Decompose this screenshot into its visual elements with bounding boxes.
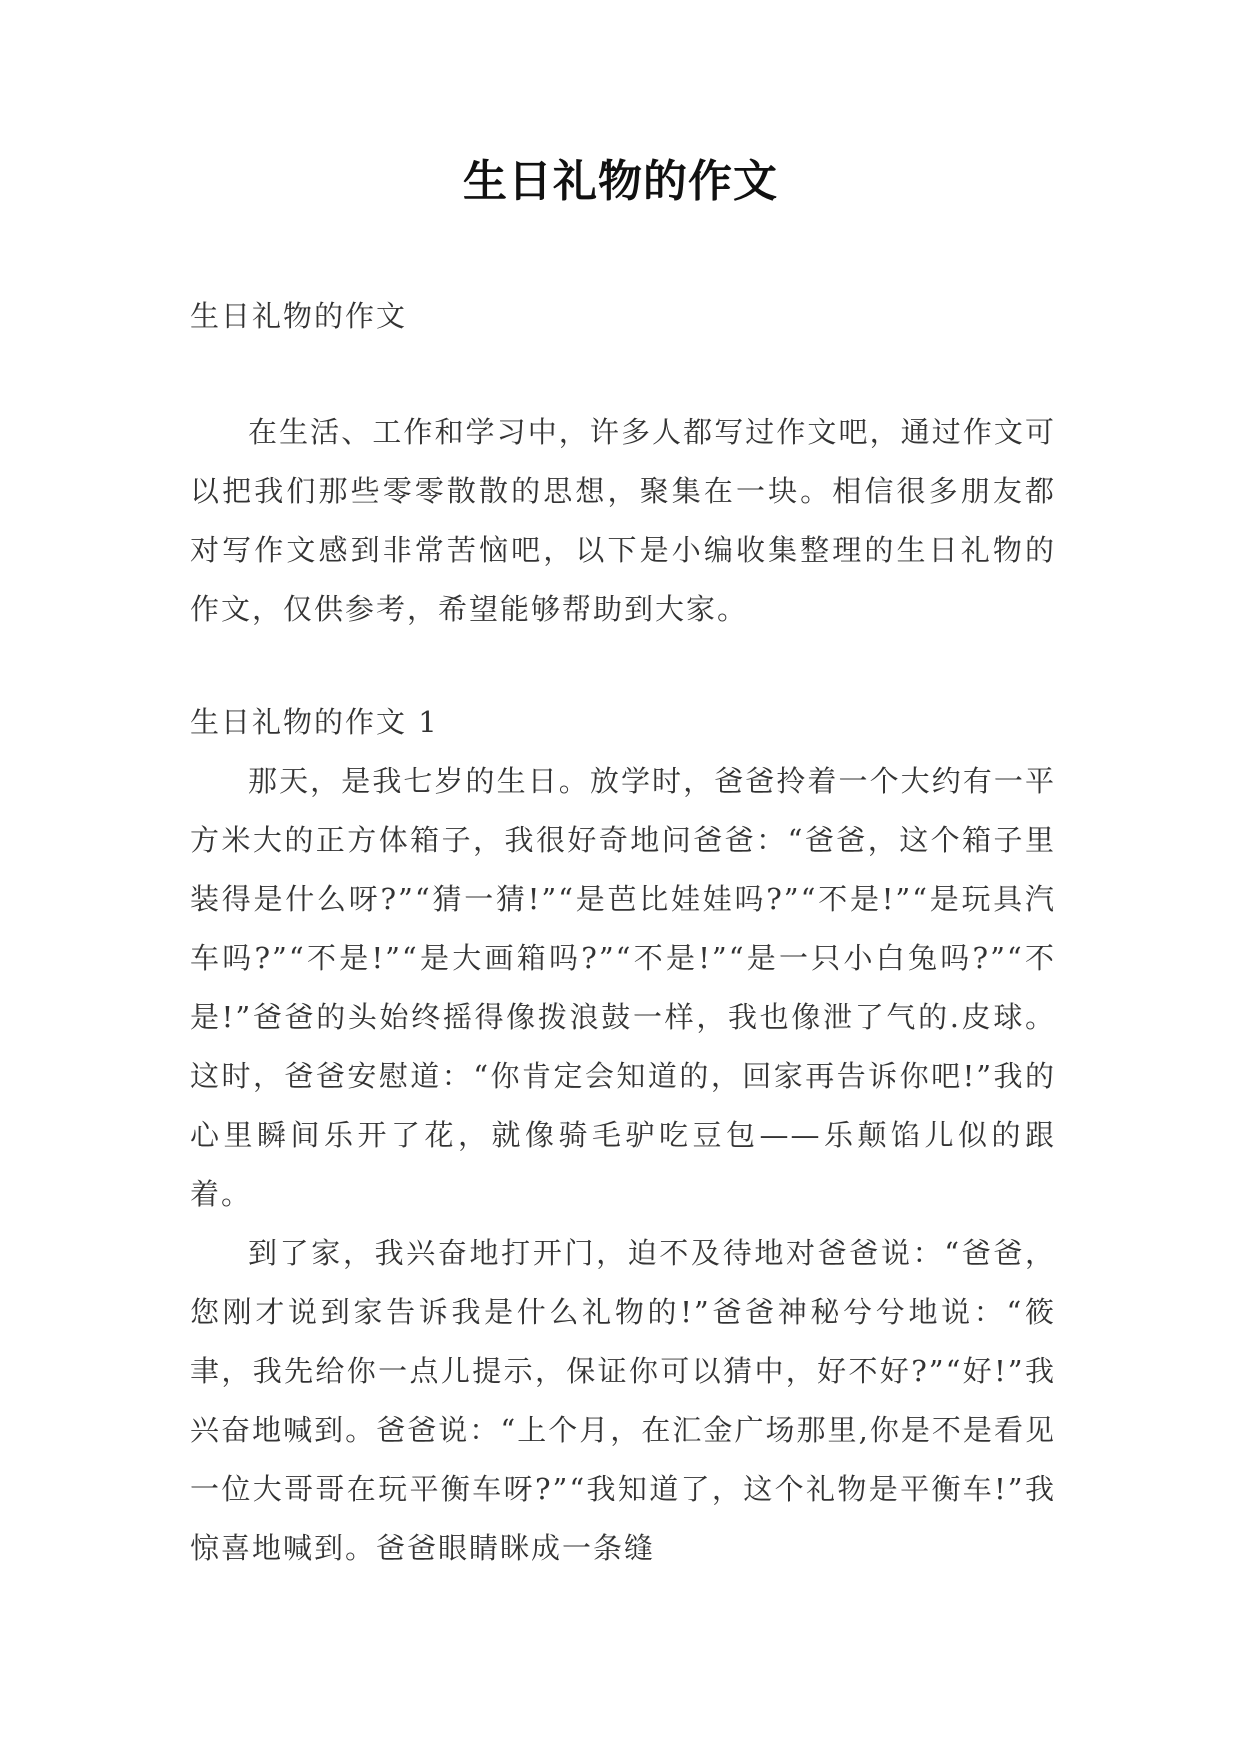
essay-paragraph-2: 到了家，我兴奋地打开门，迫不及待地对爸爸说：“爸爸，您刚才说到家告诉我是什么礼物的!”爸爸神秘兮兮地说：“筱聿，我先给你一点儿提示，保证你可以猜中，好不好?”“好!”我兴奋地喊到。爸爸说：“上个月，在汇金广场那里,你是不是看见一位大哥哥在玩平衡车呀?”“我知道了，这个礼物是平衡车!”我惊喜地喊到。爸爸眼睛眯成一条缝	[190, 1236, 1056, 1565]
essay-paragraph-1: 那天，是我七岁的生日。放学时，爸爸拎着一个大约有一平方米大的正方体箱子，我很好奇地问爸爸：“爸爸，这个箱子里装得是什么呀?”“猜一猜!”“是芭比娃娃吗?”“不是!”“是玩具汽车吗?”“不是!”“是大画箱吗?”“不是!”“是一只小白兔吗?”“不是!”爸爸的头始终摇得像拨浪鼓一样，我也像泄了气的.皮球。这时，爸爸安慰道：“你肯定会知道的，回家再告诉你吧!”我的心里瞬间乐开了花，就像骑毛驴吃豆包——乐颠馅儿似的跟着。	[190, 764, 1056, 1211]
intro-block	[190, 403, 1056, 639]
essay-section	[190, 693, 1056, 1578]
intro-paragraph: 在生活、工作和学习中，许多人都写过作文吧，通过作文可以把我们那些零零散散的思想，聚集在一块。相信很多朋友都对写作文感到非常苦恼吧，以下是小编收集整理的生日礼物的作文，仅供参考，希望能够帮助到大家。	[190, 415, 1056, 626]
section-heading: 生日礼物的作文 1	[190, 705, 439, 739]
document-title: 生日礼物的作文	[463, 156, 778, 207]
document-subtitle: 生日礼物的作文	[190, 299, 408, 333]
